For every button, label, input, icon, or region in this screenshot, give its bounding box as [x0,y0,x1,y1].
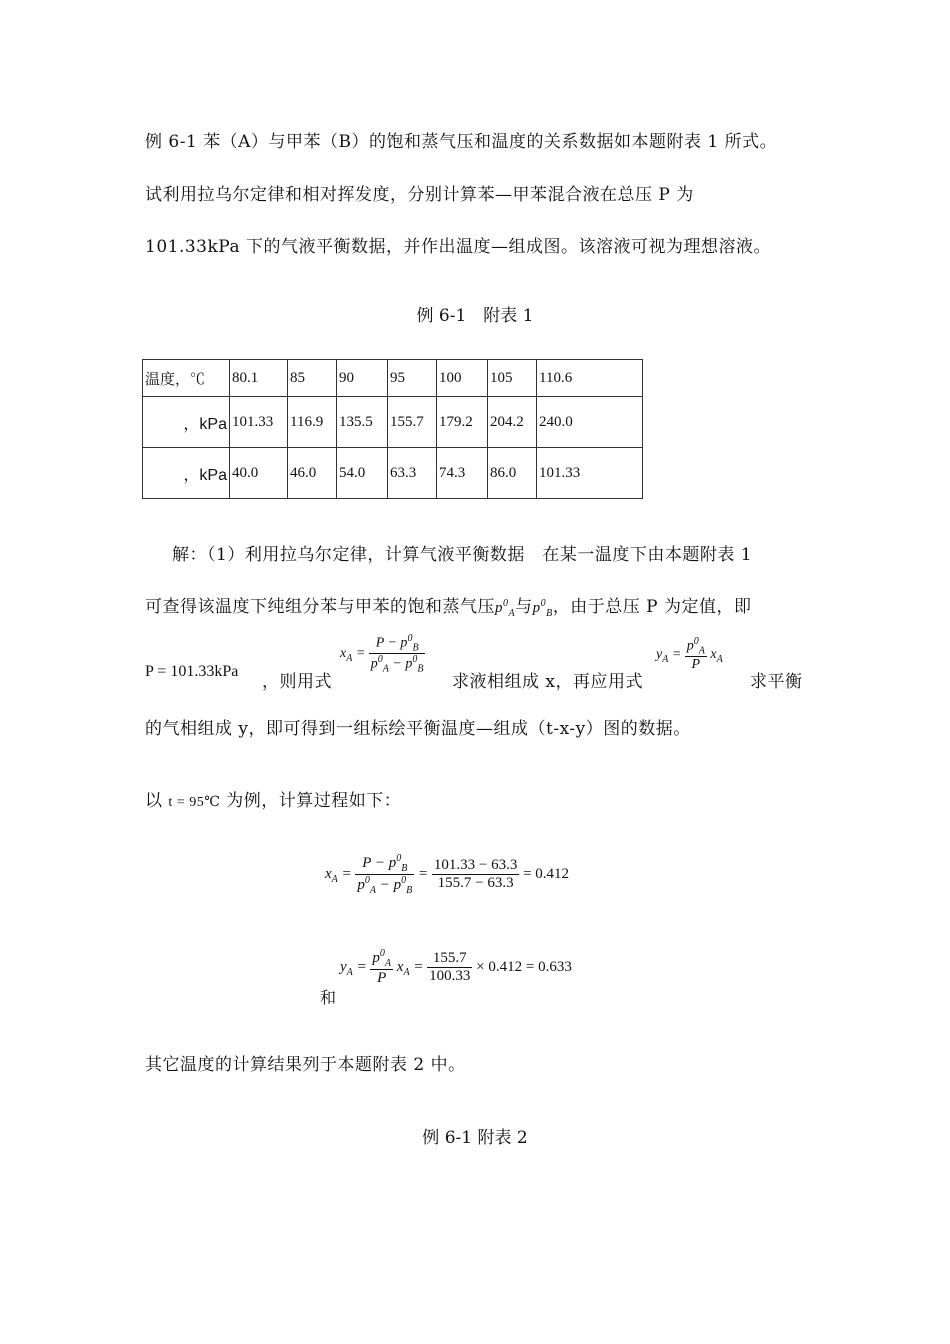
table-cell: 204.2 [488,397,537,448]
table-cell: 85 [288,360,337,397]
raoult-y-formula: $y_A$ = $\frac{p^0_A}{P}$ $x_A$ [656,636,723,673]
table-row-label: ，kPa [183,466,227,484]
calc-x-result: = 0.412 [523,865,570,882]
table-cell: 74.3 [437,448,488,499]
solution-text: 可查得该温度下纯组分苯与甲苯的饱和蒸气压 [145,597,495,617]
intro-line-3: 101.33kPa 下的气液平衡数据，并作出温度—组成图。该溶液可视为理想溶液。 [145,237,771,257]
table-cell: 110.6 [537,360,643,397]
solution-paragraph-5 [145,786,401,811]
solution-text: 求液相组成 x，再应用式 [452,672,643,692]
table-header-cell [143,397,230,448]
table-row [143,360,643,397]
table-cell: 95 [388,360,437,397]
table-cell: 116.9 [288,397,337,448]
pA0-symbol: $p^0_A$ [495,598,516,619]
table1-caption: 例 6-1 附表 1 [416,306,534,326]
solution-paragraph-1: 解：（1）利用拉乌尔定律，计算气液平衡数据 在某一温度下由本题附表 1 [172,545,753,565]
raoult-x-formula: $x_A$ = $\frac{P - p^0_B}{p^0_A - p^0_B}$ [340,633,424,675]
table-cell: 101.33 [230,397,288,448]
table-row [143,448,643,499]
table-row [143,397,643,448]
table-header-cell: 温度，℃ [143,360,230,397]
solution-paragraph-6: 其它温度的计算结果列于本题附表 2 中。 [145,1055,466,1075]
table-cell: 101.33 [537,448,643,499]
table-cell: 40.0 [230,448,288,499]
table-cell: 86.0 [488,448,537,499]
table2-caption: 例 6-1 附表 2 [422,1128,528,1148]
table-cell: 179.2 [437,397,488,448]
solution-text: ，由于总压 P 为定值，即 [552,597,752,617]
table-cell: 105 [488,360,537,397]
table-cell: 155.7 [388,397,437,448]
table-cell: 240.0 [537,397,643,448]
calc-x-numerator: 101.33 − 63.3 [433,857,518,873]
solution-text: 求平衡 [750,672,803,692]
solution-paragraph-4: 的气相组成 y，即可得到一组标绘平衡温度—组成（t-x-y）图的数据。 [145,719,691,739]
and-label: 和 [320,988,337,1007]
solution-paragraph-2 [145,592,751,619]
intro-line-1: 例 6-1 苯（A）与甲苯（B）的饱和蒸气压和温度的关系数据如本题附表 1 所式。 [145,132,778,152]
calc-y-denominator: 100.33 [429,968,471,984]
solution-text: 与 [515,597,533,617]
solution-text: 以 [145,791,163,811]
table-header-cell [143,448,230,499]
table-cell: 63.3 [388,448,437,499]
calc-x-equation: $x_A$ = $\frac{P - p^0_B}{p^0_A - p^0_B}$ = $\frac{101.33 - 63.3}{155.7 - 63.3}$ = 0.412 [325,853,570,896]
intro-line-2: 试利用拉乌尔定律和相对挥发度，分别计算苯—甲苯混合液在总压 P 为 [145,185,694,205]
total-pressure-equation: P = 101.33kPa [145,663,239,680]
calc-x-denominator: 155.7 − 63.3 [437,875,514,891]
calc-y-result: × 0.412 = 0.633 [476,958,572,975]
table-cell: 100 [437,360,488,397]
table-row-label: ，kPa [183,415,227,433]
table-cell: 135.5 [337,397,388,448]
calc-y-numerator: 155.7 [427,950,472,968]
solution-text: 为例，计算过程如下： [226,791,402,811]
table-cell: 54.0 [337,448,388,499]
pB0-symbol: $p^0_B$ [532,598,553,619]
table1 [142,359,643,499]
table-cell: 46.0 [288,448,337,499]
solution-text: ，则用式 [262,672,332,692]
table-cell: 90 [337,360,388,397]
table-cell: 80.1 [230,360,288,397]
temperature-equation: t = 95℃ [168,795,221,810]
calc-y-equation: $y_A$ = $\frac{p^0_A}{P}$ $x_A$ = $\frac{155.7}{100.33}$ × 0.412 = 0.633 [340,948,572,986]
